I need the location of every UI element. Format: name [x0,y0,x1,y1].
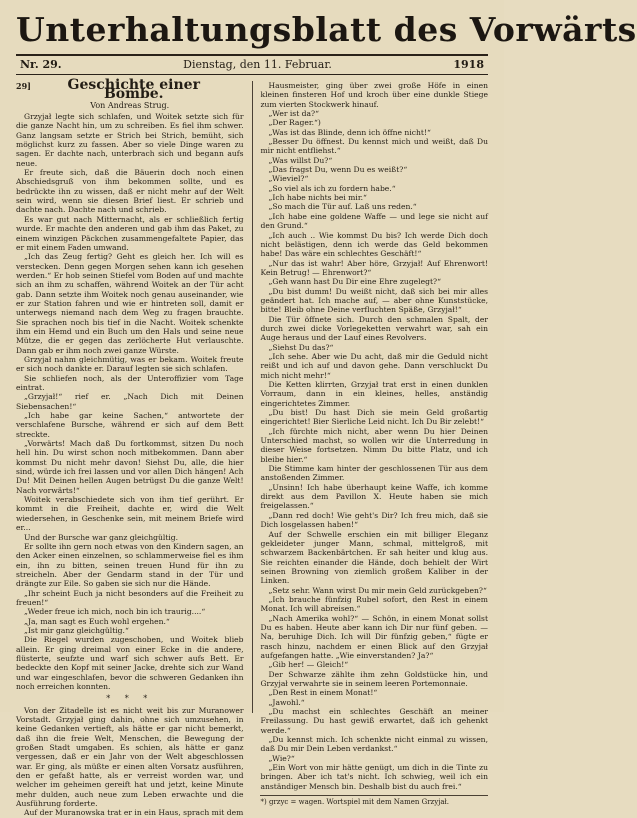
story-header [16,77,244,103]
paragraph: „Unsinn! Ich habe überhaupt keine Waffe, ich komme direkt aus dem Pavillon X. Heute haben sie mich freigelassen.“ [260,482,488,511]
paragraph: „Jawohl.“ [268,697,305,707]
paragraph: „Ich auch .. Wie kommst Du bis? Ich werde Dich doch nicht belästigen, denn ich werde das Geld bekommen habe! Das wäre ein schlechtes Geschäft!“ [260,230,488,259]
issue-year: 1918 [453,58,484,71]
paragraph: Es war gut nach Mitternacht, als er schließlich fertig wurde. Er machte den anderen und gab ihm das Paket, zu einem winzigen Päckchen zusammengefaltete Papier, das er mit einem Faden umwand. [16,214,244,252]
paragraph: „Ein Wort von mir hätte genügt, um dich in die Tinte zu bringen. Aber ich tat's nicht. Ich schwieg, weil ich ein anständiger Mensch bin. Deshalb bist du auch frei.“ [260,763,488,791]
paragraph: „Wer ist da?“ [268,109,320,119]
paragraph: Hausmeister, ging über zwei große Höfe in einen kleinen finsteren Hof und kroch über eine dunkle Stiege zum vierten Stockwerk hinauf. [260,81,488,109]
story-title: Geschichte einer Bombe. [67,77,200,103]
paragraph: „Geh wann hast Du Dir eine Ehre zugelegt?“ [268,277,441,287]
story-byline: Von Andreas Strug. [90,100,170,110]
paragraph: Auf der Muranowska trat er in ein Haus, sprach mit dem [24,808,244,818]
paragraph: „Ich sehe. Aber wie Du acht, daß mir die Geduld nicht reißt und ich auf und davon gehe. Dann verschluckt Du mich nicht mehr!“ [260,351,488,380]
issue-date: Dienstag, den 11. Februar. [183,58,332,71]
paragraph: „Der Rager.“) [268,118,321,128]
paragraph: „Ihr scheint Euch ja nicht besonders auf die Freiheit zu freuen!“ [16,588,244,607]
paragraph: Von der Zitadelle ist es nicht weit bis zur Muranower Vorstadt. Grzyjał ging dahin, ohne sich umzusehen, in keine Gedanken vertieft, als hätte er gar nicht bemerkt, daß ihn die freie Welt, Menschen, die Bewegung der großen Stadt umgaben. Es schien, als hätte er ganz vergessen, daß er ein Jahr von der Welt abgeschlossen war. Er ging, als müßte er einen alten Vorsatz ausführen, den er gefaßt hatte, als er verreist worden war, und welcher im geheimen gereift hat und jetzt, keine Minute mehr dulden, auch neue zum Leben erwachte und die Ausführung forderte. [16,705,244,809]
section-break: * * * [106,694,154,704]
paragraph: „Du bist dumm! Du weißt nicht, daß sich bei mir alles geändert hat. Ich mache auf, — aber ohne Kunststücke, bitte! Bleib ohne Deine verfluchten Späße, Grzyjał!“ [260,286,488,315]
paragraph: „Du bist! Du hast Dich sie mein Geld großartig eingerichtet! Bier Sierliche Leid nicht. Ich Du Bir zelebt!“ [260,408,488,427]
paragraph: „Nur das ist wahr! Aber höre, Grzyjał! Auf Ehrenwort! Kein Betrug! — Ehrenwort?“ [260,258,488,277]
left-paragraphs-continued [16,706,244,818]
paragraph: Der Schwarze zählte ihm zehn Goldstücke hin, und Grzyjał verwahrte sie in seinem leeren Portemonnaie. [260,669,488,688]
paragraph: „Ich das Zeug fertig? Geht es gleich her. Ich will es verstecken. Denn gegen Morgen sehen kann ich gesehen werden.“ Er hob seinen Stiefel vom Boden auf und machte sich an ihm zu schaffen, während Woitek an der Tür acht gab. Dann setzte ihm Woitek noch genau auseinander, wie er zur Station fahren und wie er hintreten soll, damit er unterwegs niemand nach dem Weg zu fragen brauchte. Sie sprachen noch bis tief in die Nacht. Woitek schenkte ihm ein Hemd und ein Buch um den Hals und seine neue Mütze, die er gegen das zerlöcherte Hut verlauschte. Dann gab er ihm noch zwei ganze Würste. [16,252,244,355]
paragraph: Er sollte ihn gern noch etwas von den Kindern sagen, an den Acker einen einzelnen, so schlammerweise fiel es ihm ein, ihn zu bitten, seinen treuen Hund für ihn zu streicheln. Aber der Gendarm stand in der Tür und drängte zur Eile. So gaben sie sich nur die Hände. [16,541,244,589]
paragraph: „Dann red doch! Wie geht's Dir? Ich freu mich, daß sie Dich losgelassen haben!“ [260,510,488,530]
paragraph: „Ich habe nichts bei mir.“ [268,193,367,203]
paragraph: „Ja, man sagt es Euch wohl ergehen.“ [24,616,170,626]
dateline [16,54,488,75]
paragraph: Die Stimme kam hinter der geschlossenen Tür aus dem anstoßenden Zimmer. [260,464,488,483]
paragraph: Die Tür öffnete sich. Durch den schmalen Spalt, der durch zwei dicke Vorlegeketten verwahrt war, sah ein Auge heraus und der Lauf eines Revolvers. [260,314,488,343]
paragraph: „Wieviel?“ [268,174,309,184]
paragraph: „Das fragst Du, wenn Du es weißt?“ [268,165,408,175]
paragraph: „Du kennst mich. Ich schenkte nicht einmal zu wissen, daß Du mir Dein Leben verdankst.“ [260,735,488,754]
right-column [252,81,488,807]
paragraph: Er freute sich, daß die Bäuerin doch noch einen Abschiedsgruß von ihm bekommen sollte, und es bedrückte ihn zu wissen, daß er nicht mehr auf der Welt sein wird, wenn sie diesen Brief liest. Er schrieb und dachte nach. Dachte nach und schrieb. [16,168,244,215]
issue-number: Nr. 29. [20,58,62,71]
paragraph: „Weder freue ich mich, noch bin ich traurig....“ [24,607,206,617]
paragraph: „So mach die Tür auf. Laß uns reden.“ [268,202,417,212]
paragraph: „Ich habe eine goldene Waffe — und lege sie nicht auf den Grund.“ [260,211,488,231]
paragraph: „Grzyjał!“ rief er. „Nach Dich mit Deinen Siebensachen!“ [16,392,244,411]
paragraph: „Du machst ein schlechtes Geschäft an meiner Freilassung. Du hast gewiß erwartet, daß ich gehenkt werde.“ [260,707,488,735]
paragraph: „Siehst Du das?“ [268,342,334,352]
paragraph: „Setz sehr. Wann wirst Du mir mein Geld zurückgeben?“ [268,585,487,595]
paragraph: „Ich habe gar keine Sachen,“ antwortete der verschlafene Bursche, während er sich auf dem Bett streckte. [16,411,244,439]
paragraph: „Ist mir ganz gleichgültig.“ [24,625,129,635]
paragraph: „Besser Du öffnest. Du kennst mich und weißt, daß Du mir nicht entfliehst.“ [260,137,488,156]
paragraph: „Nach Amerika wohl?“ — Schön, in einem Monat sollst Du es haben. Heute aber kann ich Dir nur fünf geben. — Na, beruhige Dich. Ich will Dir fünfzig geben,“ fügte er rasch hinzu, nachdem er einen Blick auf den Grzyjał aufgefangen hatte. „Wie einverstanden? Ja?“ [260,613,488,660]
paragraph: „So viel als ich zu fordern habe.“ [268,183,396,193]
masthead-title: Unterhaltungsblatt des Vorwärts [16,10,637,49]
paragraph: Woitek verabschiedete sich von ihm tief gerührt. Er kommt in die Freiheit, dachte er, wird die Welt wiedersehen, in Geschenke sein, mit meinem Briefe wird er... [16,495,244,533]
right-paragraphs [260,81,488,791]
paragraph: „Ich brauche fünfzig Rubel sofort, den Rest in einem Monat. Ich will abreisen.“ [260,594,488,614]
paragraph: „Den Rest in einem Monat!“ [268,688,378,698]
paragraph: „Was willst Du?“ [268,155,333,165]
paragraph: „Was ist das Blinde, denn ich öffne nicht!“ [268,127,431,137]
paragraph: Grzyjał legte sich schlafen, und Woitek setzte sich für die ganze Nacht hin, um zu schreiben. Es fiel ihm schwer. Ganz langsam setzte er Strich bei Strich, bemüht, sich möglichst kurz zu fassen. Aber so viele Dinge waren zu sagen. Er dachte nach, unterbrach sich und begann aufs neue. [16,112,244,168]
paragraph: „Vorwärts! Mach daß Du fortkommst, sitzen Du noch hell hin. Du wirst schon noch mitbekommen. Dann aber kommst Du nicht mehr davon! Siehst Du, alle, die hier sind, würde ich frei lassen und vor allen Dich hängen! Ach Du! Mit Deinen hellen Augen betrügst Du die ganze Welt! Nach vorwärts!“ [16,439,244,495]
paragraph: „Ich fürchte mich nicht, aber wenn Du hier Deinen Unterschied machst, so wollen wir die Unterredung in dieser Weise fortsetzen. Nimm Du bitte Platz, und ich bleibe hier.“ [260,426,488,464]
left-column [16,77,252,818]
paragraph: „Gib her! — Gleich!“ [268,660,349,670]
paragraph: Die Ketten klirrten, Grzyjał trat erst in einen dunklen Vorraum, dann in ein kleines, helles, anständig eingerichtetes Zimmer. [260,380,488,408]
paragraph: Sie schliefen noch, als der Unteroffizier vom Tage eintrat. [16,373,244,392]
paragraph: Auf der Schwelle erschien ein mit billiger Eleganz gekleideter junger Mann, schmal, mittelgroß, mit schwarzem Backenbärtchen. Er sah heiter und klug aus. Sie reichten einander die Hände, doch behielt der Wirt seinen Browning von ziemlich großem Kaliber in der Linken. [260,529,488,586]
paragraph: Die Riegel wurden zugeschoben, und Woitek blieb allein. Er ging dreimal von einer Ecke in die andere, flüsterte, seufzte und warf sich schwer aufs Bett. Er bedeckte den Kopf mit seiner Jacke, drehte sich zur Wand und war eingeschlafen, bevor die schweren Gedanken ihn noch erreichen konnten. [16,635,244,691]
footnote: *) grzyc = wagen. Wortspiel mit dem Namen Grzyjał. [260,795,488,807]
paragraph: „Wie?“ [268,753,295,763]
left-paragraphs [16,112,244,691]
article-columns [16,77,488,818]
paragraph: Und der Bursche war ganz gleichgültig. [24,532,179,542]
story-number: 29] [16,81,31,91]
paragraph: Grzyjał nahm gleichmütig, was er bekam. Woitek freute er sich noch dankte er. Darauf legten sie sich schlafen. [16,354,244,374]
